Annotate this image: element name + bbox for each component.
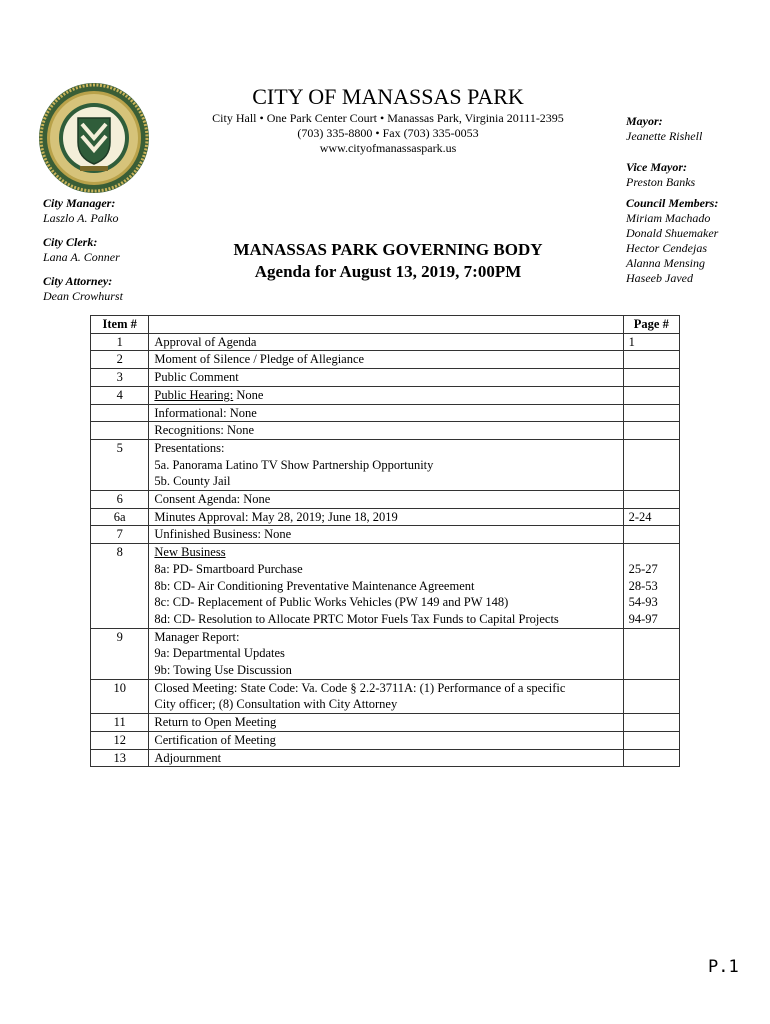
table-row [91,679,680,713]
city-seal-logo [38,82,150,194]
item-description-line: Unfinished Business: None [154,527,292,542]
governing-body-heading: MANASSAS PARK GOVERNING BODY [233,240,543,259]
item-description-line: City officer; (8) Consultation with City Attorney [154,697,398,712]
manager-label: City Manager: [43,196,116,210]
table-row [91,333,680,351]
item-description-cell [149,508,623,526]
page-number-cell [623,404,679,422]
item-number-cell: 12 [91,731,149,749]
item-number-cell: 10 [91,679,149,713]
item-description-line: 8a: PD- Smartboard Purchase [154,561,303,576]
agenda-rows [91,333,680,767]
item-number-cell: 6a [91,508,149,526]
page-number-cell [623,749,679,767]
address-line: City Hall • One Park Center Court • Manassas Park, Virginia 20111-2395 [212,111,564,125]
website-link[interactable]: www.cityofmanassaspark.us [319,141,457,155]
council-members-block [626,196,718,286]
table-row [91,628,680,679]
clerk-name: Lana A. Conner [43,250,120,264]
council-label: Council Members: [626,196,719,210]
item-description-line: 9a: Departmental Updates [154,646,285,661]
council-member: Alanna Mensing [626,256,705,270]
table-header-row [91,316,680,334]
council-member: Donald Shuemaker [626,226,719,240]
page-range: 25-27 [628,561,658,576]
item-description-line: Minutes Approval: May 28, 2019; June 18, 2019 [154,509,398,524]
item-description-line: Presentations: [154,440,225,455]
item-description-line: Return to Open Meeting [154,715,277,730]
page-number-cell [623,351,679,369]
item-description-line: Adjournment [154,750,222,765]
page-number-cell [623,491,679,509]
table-row [91,749,680,767]
table-row [91,439,680,490]
item-description-line: Recognitions: None [154,423,255,438]
mayor-block [626,114,702,144]
item-description-cell [149,526,623,544]
item-description-cell [149,679,623,713]
city-title: CITY OF MANASSAS PARK [252,84,524,109]
item-number-cell: 6 [91,491,149,509]
page-number-cell [623,422,679,440]
table-row [91,386,680,404]
item-number-cell: 3 [91,369,149,387]
page-number-header: Page # [623,316,679,334]
agenda-table [90,315,680,767]
item-number-cell: 1 [91,333,149,351]
page-range: 1 [628,334,635,349]
item-description-cell [149,544,623,629]
page-number-cell [623,714,679,732]
page-range: 2-24 [628,509,652,524]
table-row [91,404,680,422]
item-description-cell [149,628,623,679]
item-description-line: Manager Report: [154,629,240,644]
item-number-cell [91,422,149,440]
item-description-cell [149,404,623,422]
item-description-line: New Business [154,545,226,560]
page-number-cell [623,526,679,544]
item-description-line: 8c: CD- Replacement of Public Works Vehicles (PW 149 and PW 148) [154,595,509,610]
item-description-line: Closed Meeting: State Code: Va. Code § 2.2-3711A: (1) Performance of a specific [154,680,566,695]
page-number-cell [623,544,679,629]
page-number-cell [623,369,679,387]
item-description-cell [149,386,623,404]
item-description-cell [149,333,623,351]
council-member: Miriam Machado [626,211,711,225]
item-number-cell: 4 [91,386,149,404]
table-row [91,714,680,732]
item-description-line: Informational: None [154,405,257,420]
item-description-line: 9b: Towing Use Discussion [154,663,292,678]
vice-mayor-block [626,160,695,190]
page-number-cell [623,333,679,351]
item-description-cell [149,439,623,490]
page-range: 28-53 [628,578,658,593]
item-description-line: Public Comment [154,370,239,385]
item-number-cell: 11 [91,714,149,732]
item-description-line: Public Hearing: None [154,387,264,402]
item-description-cell [149,491,623,509]
item-description-line: 5a. Panorama Latino TV Show Partnership Opportunity [154,457,434,472]
attorney-name: Dean Crowhurst [43,289,123,303]
page-range: 54-93 [628,595,658,610]
item-number-header: Item # [91,316,149,334]
page-number-cell [623,386,679,404]
table-row [91,369,680,387]
vice-mayor-name: Preston Banks [626,175,696,189]
table-row [91,544,680,629]
table-row [91,508,680,526]
table-row [91,422,680,440]
city-attorney-block [43,274,123,304]
clerk-label: City Clerk: [43,235,98,249]
page-range [629,544,674,561]
mayor-label: Mayor: [626,114,663,128]
council-member: Hector Cendejas [626,241,707,255]
description-header [149,316,623,334]
page-range: 94-97 [628,611,658,626]
item-description-line: 8b: CD- Air Conditioning Preventative Maintenance Agreement [154,578,475,593]
item-description-line: 5b. County Jail [154,474,231,489]
item-description-cell [149,422,623,440]
item-description-cell [149,731,623,749]
item-number-cell: 13 [91,749,149,767]
agenda-title [180,239,596,283]
item-number-cell [91,404,149,422]
item-description-line: Consent Agenda: None [154,492,271,507]
page-number-cell [623,439,679,490]
item-description-cell [149,369,623,387]
page-number-cell [623,731,679,749]
item-description-line: Certification of Meeting [154,732,276,747]
city-clerk-block [43,235,120,265]
phone-fax-line: (703) 335-8800 • Fax (703) 335-0053 [297,126,479,140]
item-number-cell: 9 [91,628,149,679]
item-description-line: 8d: CD- Resolution to Allocate PRTC Motor Fuels Tax Funds to Capital Projects [154,611,559,626]
manager-name: Laszlo A. Palko [43,211,119,225]
item-number-cell: 8 [91,544,149,629]
table-row [91,731,680,749]
page-number-cell [623,508,679,526]
table-row [91,351,680,369]
item-number-cell: 2 [91,351,149,369]
item-description-line: Moment of Silence / Pledge of Allegiance [154,352,365,367]
item-number-cell: 5 [91,439,149,490]
item-description-cell [149,749,623,767]
item-description-cell [149,351,623,369]
table-row [91,491,680,509]
city-contact-block [180,111,596,156]
mayor-name: Jeanette Rishell [626,129,703,143]
item-description-cell [149,714,623,732]
item-number-cell: 7 [91,526,149,544]
item-description-line: Approval of Agenda [154,334,257,349]
vice-mayor-label: Vice Mayor: [626,160,687,174]
council-member: Haseeb Javed [626,271,693,285]
table-row [91,526,680,544]
agenda-date-heading: Agenda for August 13, 2019, 7:00PM [254,262,522,281]
page-number-cell [623,628,679,679]
city-manager-block [43,196,118,226]
page-number-cell [623,679,679,713]
page-number-footer: P.1 [708,957,739,977]
attorney-label: City Attorney: [43,274,113,288]
